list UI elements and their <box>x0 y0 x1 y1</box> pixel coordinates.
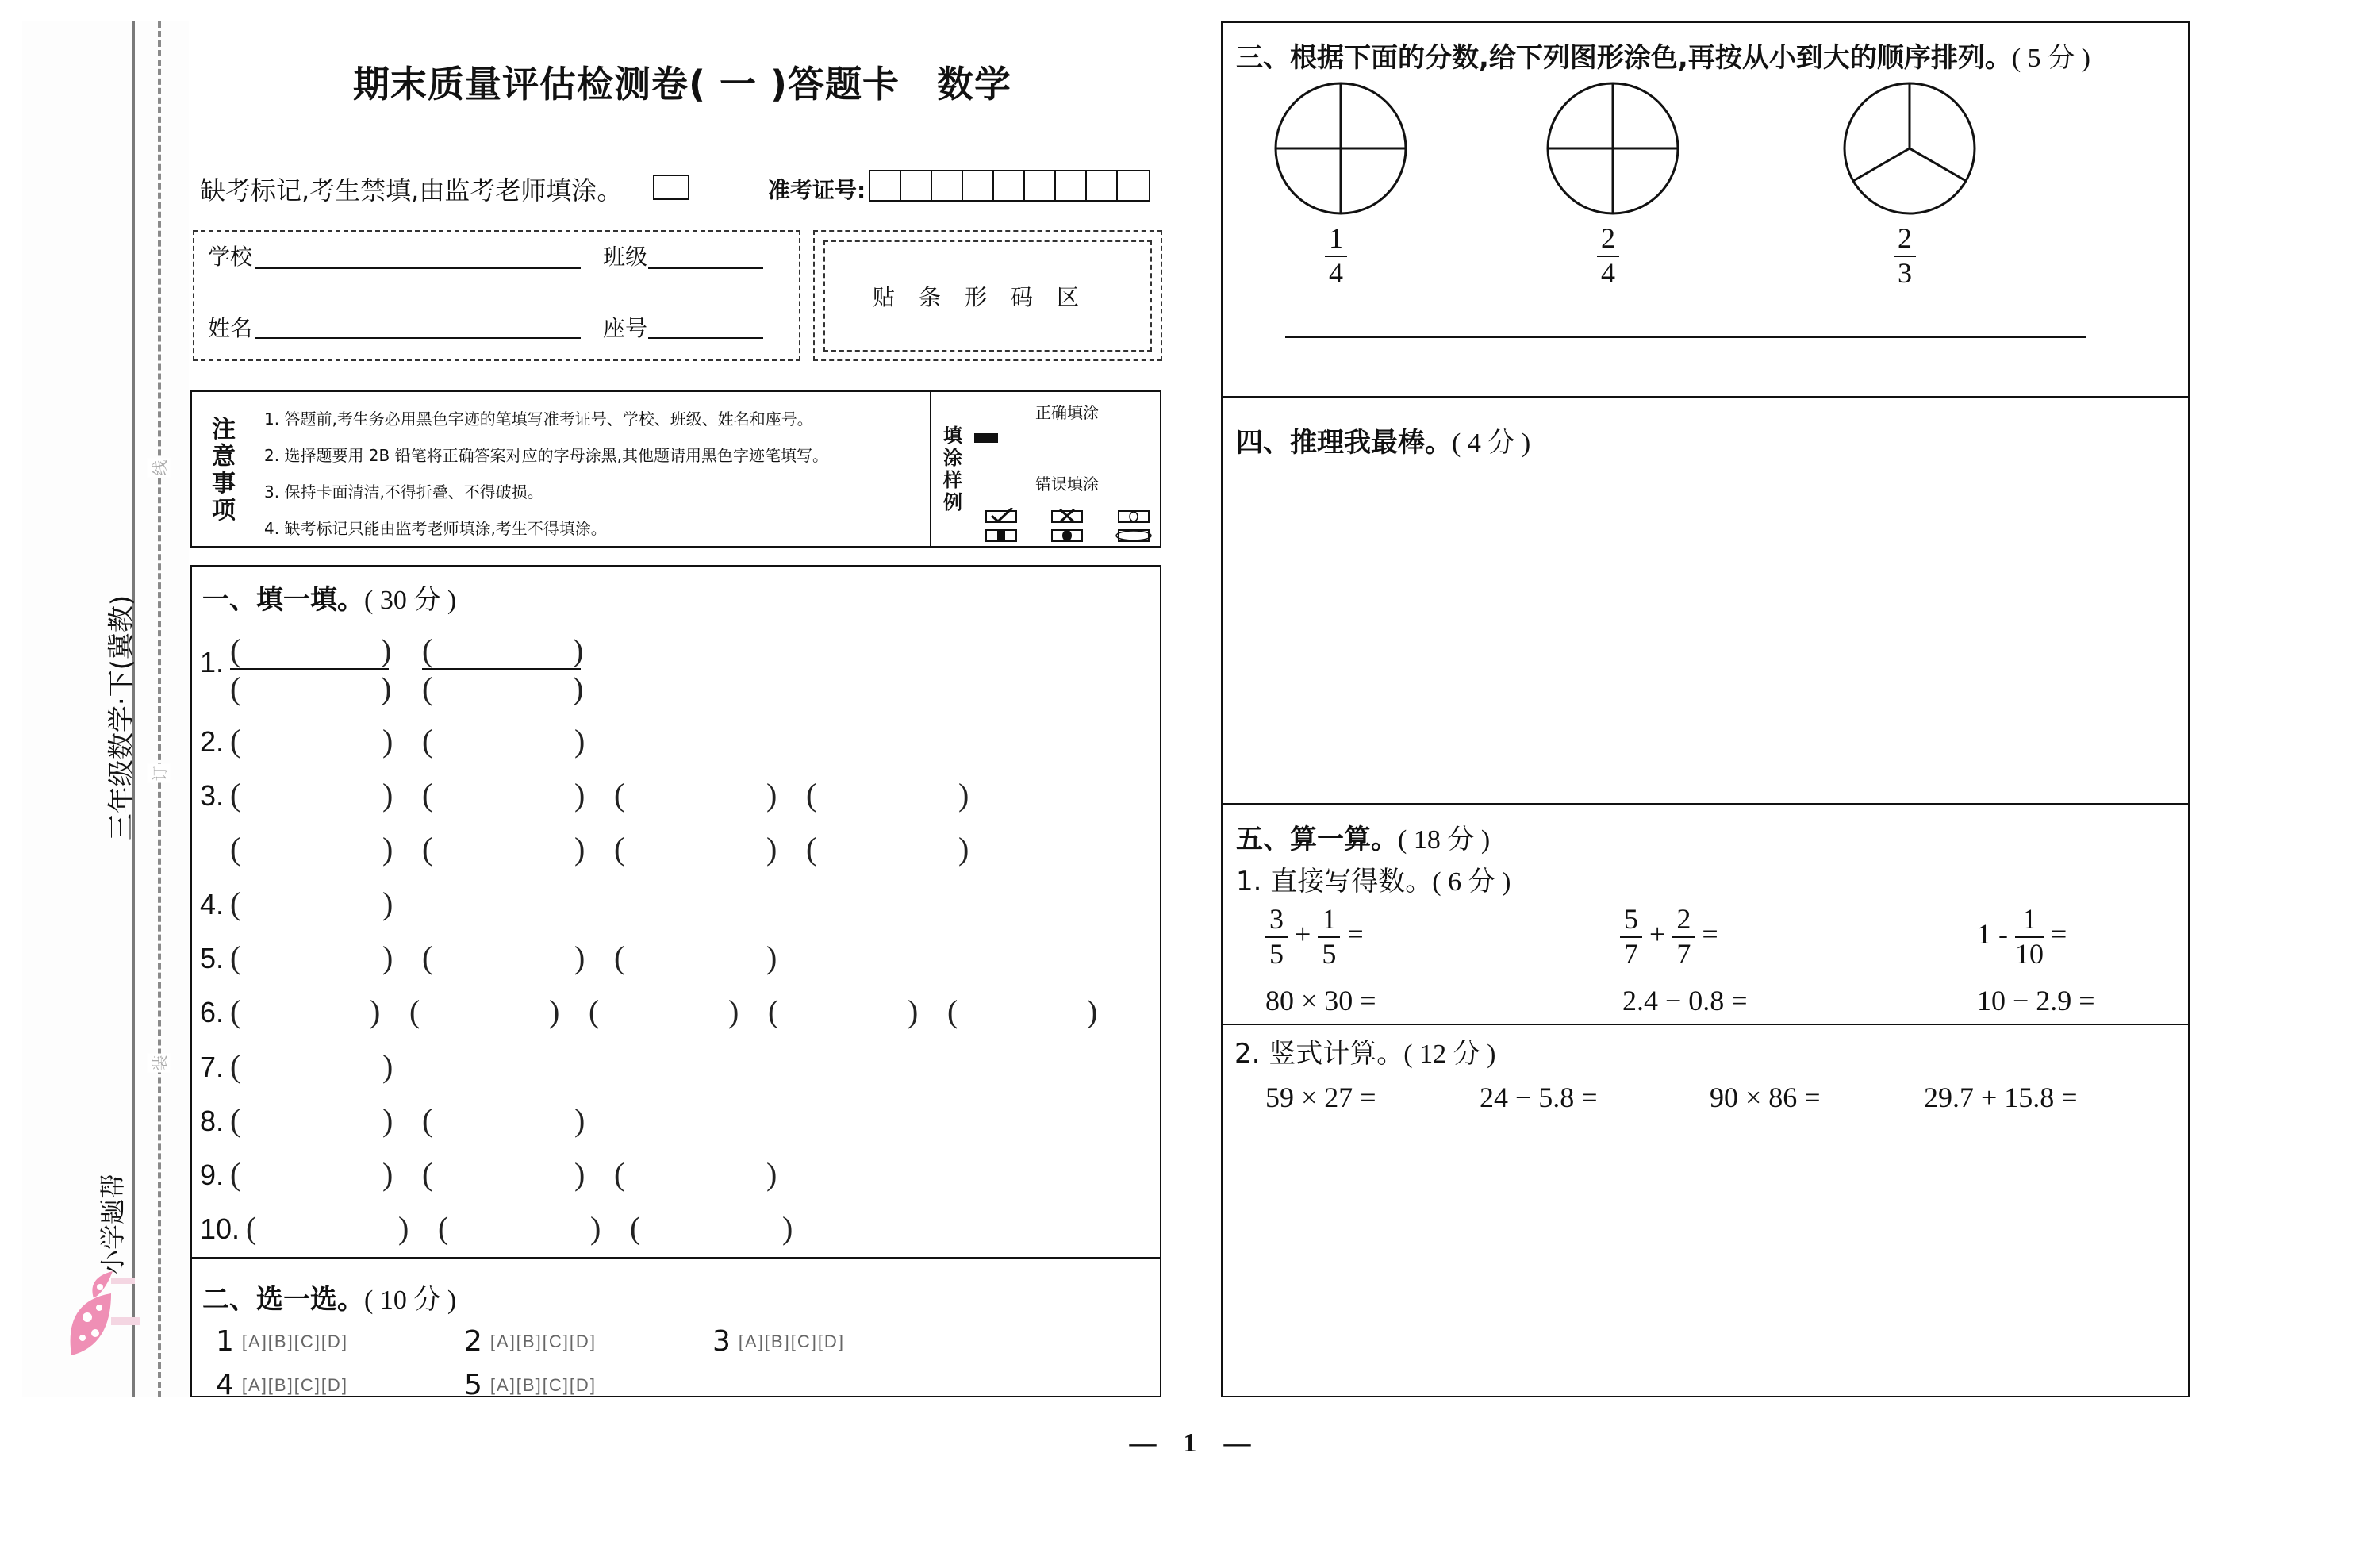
answer-blank[interactable] <box>435 1101 571 1139</box>
open-paren: ( <box>230 1102 241 1138</box>
choice-question <box>712 1325 845 1358</box>
open-paren: ( <box>422 940 433 975</box>
vertical-calc-1: 59 × 27 = <box>1265 1082 1376 1113</box>
open-paren: ( <box>422 777 433 813</box>
answer-blank[interactable] <box>601 993 725 1031</box>
choice-question <box>464 1369 597 1401</box>
fraction-label: 2 4 <box>1597 224 1619 289</box>
close-paren: ) <box>382 1048 393 1084</box>
open-paren: ( <box>230 777 241 813</box>
wrong-fill-label: 错误填涂 <box>1035 475 1099 494</box>
open-paren: ( <box>630 1210 641 1246</box>
section5-title: 五、算一算。( 18 分 ) <box>1236 824 1491 855</box>
answer-blank[interactable] <box>435 776 571 814</box>
answer-blank[interactable] <box>243 939 379 977</box>
exam-number-cell[interactable] <box>1025 171 1056 200</box>
close-paren: ) <box>574 1156 585 1192</box>
exam-number-cell[interactable] <box>932 171 963 200</box>
mushroom-logo-icon <box>63 1270 143 1381</box>
answer-blank[interactable] <box>243 1101 379 1139</box>
fraction-circle[interactable] <box>1276 83 1406 213</box>
open-paren: ( <box>409 993 420 1029</box>
close-paren: ) <box>398 1210 409 1246</box>
page-title: 期末质量评估检测卷( 一 )答题卡 数学 <box>352 63 1012 106</box>
open-paren: ( <box>230 723 241 759</box>
vertical-calc-2: 24 − 5.8 = <box>1480 1082 1598 1113</box>
side-grade-title: 三年级数学·下(冀教) <box>106 594 138 841</box>
answer-blank[interactable] <box>819 776 955 814</box>
open-paren: ( <box>768 993 779 1029</box>
choice-question <box>464 1325 597 1358</box>
close-paren: ) <box>382 886 393 921</box>
close-paren: ) <box>573 671 584 706</box>
fraction-circle[interactable] <box>1548 83 1678 213</box>
close-paren: ) <box>958 831 969 867</box>
answer-blank[interactable] <box>960 993 1084 1031</box>
section4-answer-area[interactable] <box>1226 468 2186 797</box>
open-paren: ( <box>230 671 241 706</box>
calc-item-1: $\frac{3}{5}$ + $\frac{1}{5}$ = <box>1265 905 1364 970</box>
binding-dashed-line <box>158 21 161 1397</box>
open-paren: ( <box>614 831 625 867</box>
correct-fill-example-icon <box>974 433 998 443</box>
close-paren: ) <box>382 831 393 867</box>
notes-heading: 注意事项 <box>212 416 236 525</box>
open-paren: ( <box>422 1102 433 1138</box>
answer-blank[interactable] <box>627 939 763 977</box>
open-paren: ( <box>422 632 433 668</box>
divider-5-1-2 <box>1221 1024 2190 1025</box>
open-paren: ( <box>806 831 817 867</box>
wrong-fill-examples <box>984 508 1158 544</box>
answer-blank[interactable] <box>781 993 904 1031</box>
notes-divider <box>930 390 931 548</box>
choice-number: 3 <box>712 1325 731 1358</box>
absent-note: 缺考标记,考生禁填,由监考老师填涂。 <box>200 175 623 206</box>
brand-name: 小学题帮 <box>98 1174 128 1276</box>
choice-number: 5 <box>464 1369 482 1401</box>
note-item-3: 3. 保持卡面清洁,不得折叠、不得破损。 <box>264 482 543 501</box>
absent-checkbox[interactable] <box>653 175 689 200</box>
seat-field[interactable] <box>648 337 763 339</box>
choice-question <box>216 1369 348 1401</box>
open-paren: ( <box>614 1156 625 1192</box>
answer-blank[interactable] <box>643 1209 779 1247</box>
close-paren: ) <box>549 993 560 1029</box>
section5-part1-title: 1. 直接写得数。( 6 分 ) <box>1236 866 1511 897</box>
school-label: 学校 <box>208 244 253 270</box>
vertical-calc-work-area[interactable] <box>1226 1119 2186 1393</box>
close-paren: ) <box>766 831 777 867</box>
close-paren: ) <box>574 777 585 813</box>
fraction-circle[interactable] <box>1844 83 1975 213</box>
barcode-label: 贴条形码区 <box>872 284 1103 310</box>
close-paren: ) <box>574 831 585 867</box>
oval-mark-icon <box>1116 530 1151 541</box>
fraction-label: 2 3 <box>1894 224 1916 289</box>
open-paren: ( <box>230 831 241 867</box>
answer-blank[interactable] <box>243 993 367 1031</box>
binding-mark-staple: 订 <box>148 764 171 783</box>
open-paren: ( <box>230 940 241 975</box>
open-paren: ( <box>230 1048 241 1084</box>
answer-blank[interactable] <box>627 1155 763 1193</box>
choice-number: 4 <box>216 1369 234 1401</box>
open-paren: ( <box>246 1210 257 1246</box>
circle-divider <box>1910 148 1966 181</box>
close-paren: ) <box>574 940 585 975</box>
circle-divider <box>1853 148 1910 181</box>
mushroom-large <box>71 1293 140 1355</box>
answer-blank[interactable] <box>451 1209 587 1247</box>
section1-title: 一、填一填。( 30 分 ) <box>202 584 457 616</box>
name-label: 姓名 <box>208 315 253 341</box>
close-paren: ) <box>381 671 392 706</box>
exam-number-cell[interactable] <box>963 171 994 200</box>
choice-options[interactable]: [A][B][C][D] <box>489 1331 597 1351</box>
dot-fill-icon <box>1052 530 1082 541</box>
close-paren: ) <box>1087 993 1098 1029</box>
fill-example-heading: 填涂样例 <box>943 425 962 513</box>
question-number: 10. <box>200 1212 240 1245</box>
choice-options[interactable]: [A][B][C][D] <box>241 1331 348 1351</box>
section3-title: 三、根据下面的分数,给下列图形涂色,再按从小到大的顺序排列。( 5 分 ) <box>1236 42 2090 74</box>
close-paren: ) <box>766 777 777 813</box>
close-paren: ) <box>381 632 392 668</box>
open-paren: ( <box>230 993 241 1029</box>
exam-number-cell[interactable] <box>1087 171 1118 200</box>
open-paren: ( <box>614 940 625 975</box>
question-number: 5. <box>200 942 225 974</box>
answer-blank[interactable] <box>435 830 571 868</box>
close-paren: ) <box>728 993 739 1029</box>
note-item-2: 2. 选择题要用 2B 铅笔将正确答案对应的字母涂黑,其他题请用黑色字迹笔填写。 <box>264 446 828 465</box>
close-paren: ) <box>958 777 969 813</box>
half-fill-icon <box>986 530 1016 541</box>
ordering-answer-line[interactable] <box>1285 336 2086 338</box>
open-paren: ( <box>589 993 600 1029</box>
question-number: 9. <box>200 1159 225 1191</box>
fraction-label: 1 4 <box>1325 224 1347 289</box>
choice-number: 2 <box>464 1325 482 1358</box>
check-mark-icon <box>986 508 1016 522</box>
seat-label: 座号 <box>603 315 648 341</box>
close-paren: ) <box>382 1102 393 1138</box>
vertical-calc-4: 29.7 + 15.8 = <box>1924 1082 2078 1113</box>
exam-number-cell[interactable] <box>1056 171 1087 200</box>
exam-number-cell[interactable] <box>870 171 901 200</box>
divider-4-5 <box>1221 803 2190 805</box>
calc-item-3: 1 - $\frac{1}{10}$ = <box>1977 903 2067 970</box>
close-paren: ) <box>573 632 584 668</box>
answer-blank[interactable] <box>243 722 379 760</box>
open-paren: ( <box>422 671 433 706</box>
divider-3-4 <box>1221 396 2190 398</box>
open-paren: ( <box>438 1210 449 1246</box>
open-paren: ( <box>230 632 241 668</box>
question-number: 3. <box>200 779 225 812</box>
close-paren: ) <box>908 993 919 1029</box>
exam-number-cell[interactable] <box>901 171 932 200</box>
answer-blank[interactable] <box>422 993 546 1031</box>
name-field[interactable] <box>255 337 581 339</box>
exam-number-cell[interactable] <box>1118 171 1149 200</box>
open-paren: ( <box>947 993 958 1029</box>
correct-fill-label: 正确填涂 <box>1035 403 1099 422</box>
class-label: 班级 <box>603 244 648 270</box>
note-item-1: 1. 答题前,考生务必用黑色字迹的笔填写准考证号、学校、班级、姓名和座号。 <box>264 409 813 428</box>
binding-mark-line: 线 <box>148 459 171 478</box>
close-paren: ) <box>574 1102 585 1138</box>
answer-blank[interactable] <box>243 1047 379 1086</box>
calc-item-2: $\frac{5}{7}$ + $\frac{2}{7}$ = <box>1620 905 1718 970</box>
choice-number: 1 <box>216 1325 234 1358</box>
page-number: — 1 — <box>1129 1428 1251 1458</box>
exam-number-label: 准考证号: <box>768 177 866 203</box>
answer-blank[interactable] <box>243 885 379 923</box>
choice-options[interactable]: [A][B][C][D] <box>738 1331 845 1351</box>
barcode-area <box>823 240 1152 352</box>
question-number: 8. <box>200 1105 225 1137</box>
close-paren: ) <box>574 723 585 759</box>
choice-options[interactable]: [A][B][C][D] <box>489 1374 597 1395</box>
close-paren: ) <box>782 1210 793 1246</box>
circle-mark-icon <box>1119 511 1149 522</box>
close-paren: ) <box>382 1156 393 1192</box>
question-number: 1. <box>200 646 225 678</box>
section2-title: 二、选一选。( 10 分 ) <box>202 1284 457 1316</box>
school-field[interactable] <box>255 267 581 269</box>
fraction-answer-blank[interactable] <box>422 668 581 670</box>
answer-blank[interactable] <box>627 830 763 868</box>
open-paren: ( <box>422 831 433 867</box>
answer-blank[interactable] <box>259 1209 395 1247</box>
close-paren: ) <box>590 1210 601 1246</box>
question-number: 4. <box>200 888 225 920</box>
exam-number-field[interactable] <box>869 170 1150 202</box>
calc-item-4: 80 × 30 = <box>1265 985 1376 1016</box>
fraction-answer-blank[interactable] <box>230 668 389 670</box>
vertical-calc-3: 90 × 86 = <box>1710 1082 1821 1113</box>
exam-number-cell[interactable] <box>994 171 1025 200</box>
answer-blank[interactable] <box>435 939 571 977</box>
close-paren: ) <box>382 723 393 759</box>
close-paren: ) <box>382 777 393 813</box>
section4-title: 四、推理我最棒。( 4 分 ) <box>1236 427 1531 459</box>
close-paren: ) <box>766 940 777 975</box>
section5-part2-title: 2. 竖式计算。( 12 分 ) <box>1234 1038 1496 1070</box>
open-paren: ( <box>230 1156 241 1192</box>
question-number: 7. <box>200 1051 225 1083</box>
open-paren: ( <box>422 723 433 759</box>
answer-blank[interactable] <box>243 830 379 868</box>
mushroom-small <box>92 1271 135 1298</box>
close-paren: ) <box>382 940 393 975</box>
close-paren: ) <box>370 993 381 1029</box>
answer-blank[interactable] <box>243 776 379 814</box>
calc-item-5: 2.4 − 0.8 = <box>1622 985 1748 1016</box>
answer-blank[interactable] <box>243 1155 379 1193</box>
fraction-circles <box>1221 21 2190 396</box>
choice-options[interactable]: [A][B][C][D] <box>241 1374 348 1395</box>
answer-blank[interactable] <box>435 722 571 760</box>
cross-mark-icon <box>1052 509 1082 522</box>
question-number: 6. <box>200 996 225 1028</box>
note-item-4: 4. 缺考标记只能由监考老师填涂,考生不得填涂。 <box>264 519 607 538</box>
answer-blank[interactable] <box>819 830 955 868</box>
open-paren: ( <box>806 777 817 813</box>
student-info-box <box>193 230 800 361</box>
open-paren: ( <box>614 777 625 813</box>
class-field[interactable] <box>648 267 763 269</box>
open-paren: ( <box>230 886 241 921</box>
answer-blank[interactable] <box>435 1155 571 1193</box>
choice-question <box>216 1325 348 1358</box>
question-number: 2. <box>200 725 225 758</box>
answer-blank[interactable] <box>627 776 763 814</box>
calc-item-6: 10 − 2.9 = <box>1977 985 2095 1016</box>
binding-mark-bind: 装 <box>148 1054 171 1073</box>
close-paren: ) <box>766 1156 777 1192</box>
open-paren: ( <box>422 1156 433 1192</box>
